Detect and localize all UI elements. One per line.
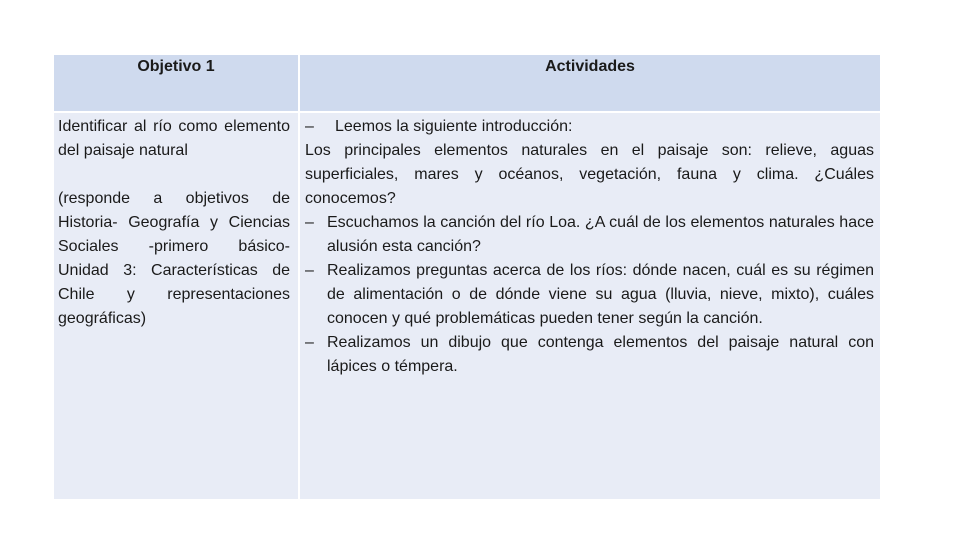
dash-bullet: – bbox=[305, 118, 314, 135]
objective-cell bbox=[54, 113, 298, 499]
activity-item bbox=[305, 211, 874, 259]
activity-item-text: Escuchamos la canción del río Loa. ¿A cuál de los elementos naturales hace alusión esta canción? bbox=[327, 214, 874, 255]
dash-bullet: – bbox=[305, 262, 314, 279]
objective-description: Identificar al río como elemento del paisaje natural bbox=[58, 118, 290, 159]
header-objective: Objetivo 1 bbox=[54, 55, 298, 111]
activity-intro-title: Leemos la siguiente introducción: bbox=[335, 118, 573, 135]
activity-item bbox=[305, 259, 874, 331]
dash-bullet: – bbox=[305, 214, 314, 231]
dash-bullet: – bbox=[305, 334, 314, 351]
objective-curriculum-reference: (responde a objetivos de Historia- Geografía y Ciencias Sociales -primero básico- Unidad 3: Características de Chile y representaciones geográficas) bbox=[58, 190, 290, 327]
activity-item-text: Realizamos preguntas acerca de los ríos: dónde nacen, cuál es su régimen de alimentación o de dónde viene su agua (lluvia, nieve, mixto), cuáles conocen y qué problemáticas pueden tener según la canción. bbox=[327, 262, 874, 327]
header-activities: Actividades bbox=[300, 55, 880, 111]
activities-table bbox=[54, 55, 880, 499]
activity-item-text: Realizamos un dibujo que contenga elementos del paisaje natural con lápices o témpera. bbox=[327, 334, 874, 375]
activities-cell bbox=[300, 113, 880, 499]
activity-intro-body: Los principales elementos naturales en el paisaje son: relieve, aguas superficiales, mares y océanos, vegetación, fauna y clima. ¿Cuáles conocemos? bbox=[305, 142, 874, 207]
activity-intro-line bbox=[305, 115, 874, 139]
activity-item bbox=[305, 331, 874, 379]
